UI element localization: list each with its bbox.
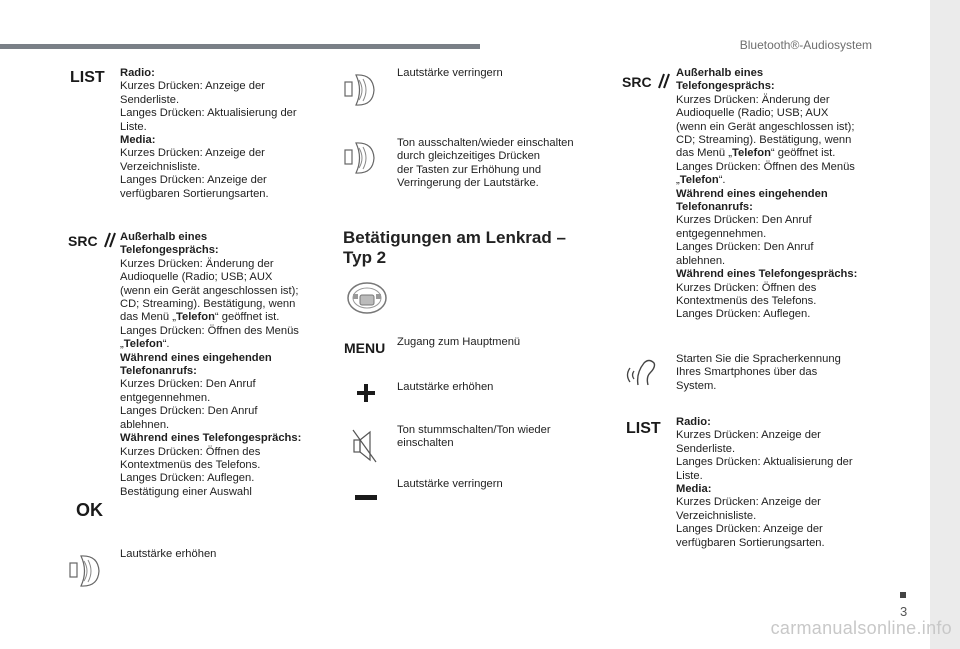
volume-wheel-down-icon: [343, 72, 377, 113]
minus-icon: [355, 488, 377, 506]
mute-combo-description: Ton ausschalten/wieder einschalten durch gleichzeitiges Drücken der Tasten zur Erhöhung und Verringerung der Lautstärke.: [397, 137, 574, 190]
section-title: Bluetooth®-Audiosystem: [739, 38, 872, 52]
src-description-2: Außerhalb eines Telefongesprächs: Kurzes Drücken: Änderung der Audioquelle (Radio; USB; AUX (wenn ein Gerät angeschlossen ist); CD; Streaming). Bestätigung, wenn das Menü „Telefon“ geöffnet ist. Langes Drücken: Öffnen des Menüs „Telefon“. Während eines eingehenden Telefonanrufs: Kurzes Drücken: Den Anruf entgegennehmen. Langes Drücken: Den Anruf ablehnen. Während eines Telefongesprächs: Kurzes Drücken: Öffnen des Kontextmenüs des Telefons. Langes Drücken: Auflegen.: [676, 67, 858, 321]
phone-slash-icon: [102, 232, 118, 248]
volume-wheel-mute-icon: [343, 140, 377, 181]
src-phone-icon: SRC: [68, 232, 118, 251]
ok-label: OK: [76, 500, 103, 520]
section-heading: Betätigungen am Lenkrad – Typ 2: [343, 228, 566, 267]
phone-slash-icon: [656, 73, 672, 89]
voice-icon: [624, 355, 658, 394]
plus-text: Lautstärke erhöhen: [397, 381, 494, 393]
page-marker: [900, 592, 906, 598]
page-number: 3: [900, 604, 908, 619]
vol-down-text-1: Lautstärke verringern: [397, 67, 503, 79]
mute-icon: [352, 428, 378, 469]
list-description: Radio: Kurzes Drücken: Anzeige der Senderliste. Langes Drücken: Aktualisierung der Liste. Media: Kurzes Drücken: Anzeige der Verzeichnisliste. Langes Drücken: Anzeige der verfügbaren Sortierungsarten.: [120, 67, 297, 200]
steering-wheel-icon: [346, 280, 388, 321]
watermark: carmanualsonline.info: [770, 618, 952, 638]
voice-description: Starten Sie die Spracherkennung Ihres Smartphones über das System.: [676, 353, 841, 392]
minus-text: Lautstärke verringern: [397, 478, 503, 490]
volume-wheel-up-icon: [68, 553, 102, 594]
list-label-2: LIST: [626, 420, 661, 437]
menu-text: Zugang zum Hauptmenü: [397, 336, 521, 348]
header-rule: [0, 44, 480, 49]
mute-description: Ton stummschalten/Ton wieder einschalten: [397, 424, 551, 450]
plus-icon: [356, 383, 376, 408]
list-label: LIST: [70, 69, 105, 86]
page-side-band: [930, 0, 960, 649]
menu-label: MENU: [344, 340, 386, 356]
vol-up-text-1: Lautstärke erhöhen: [120, 548, 217, 560]
list-description-2: Radio: Kurzes Drücken: Anzeige der Senderliste. Langes Drücken: Aktualisierung der Liste. Media: Kurzes Drücken: Anzeige der Verzeichnisliste. Langes Drücken: Anzeige der verfügbaren Sortierungsarten.: [676, 416, 853, 549]
src-phone-icon-2: SRC: [622, 73, 672, 92]
src-description: Außerhalb eines Telefongesprächs: Kurzes Drücken: Änderung der Audioquelle (Radio; USB; AUX (wenn ein Gerät angeschlossen ist); CD; Streaming). Bestätigung, wenn das Menü „Telefon“ geöffnet ist. Langes Drücken: Öffnen des Menüs „Telefon“. Während eines eingehenden Telefonanrufs: Kurzes Drücken: Den Anruf entgegennehmen. Langes Drücken: Den Anruf ablehnen. Während eines Telefongesprächs: Kurzes Drücken: Öffnen des Kontextmenüs des Telefons. Langes Drücken: Auflegen. Bestätigung einer Auswahl: [120, 231, 302, 498]
